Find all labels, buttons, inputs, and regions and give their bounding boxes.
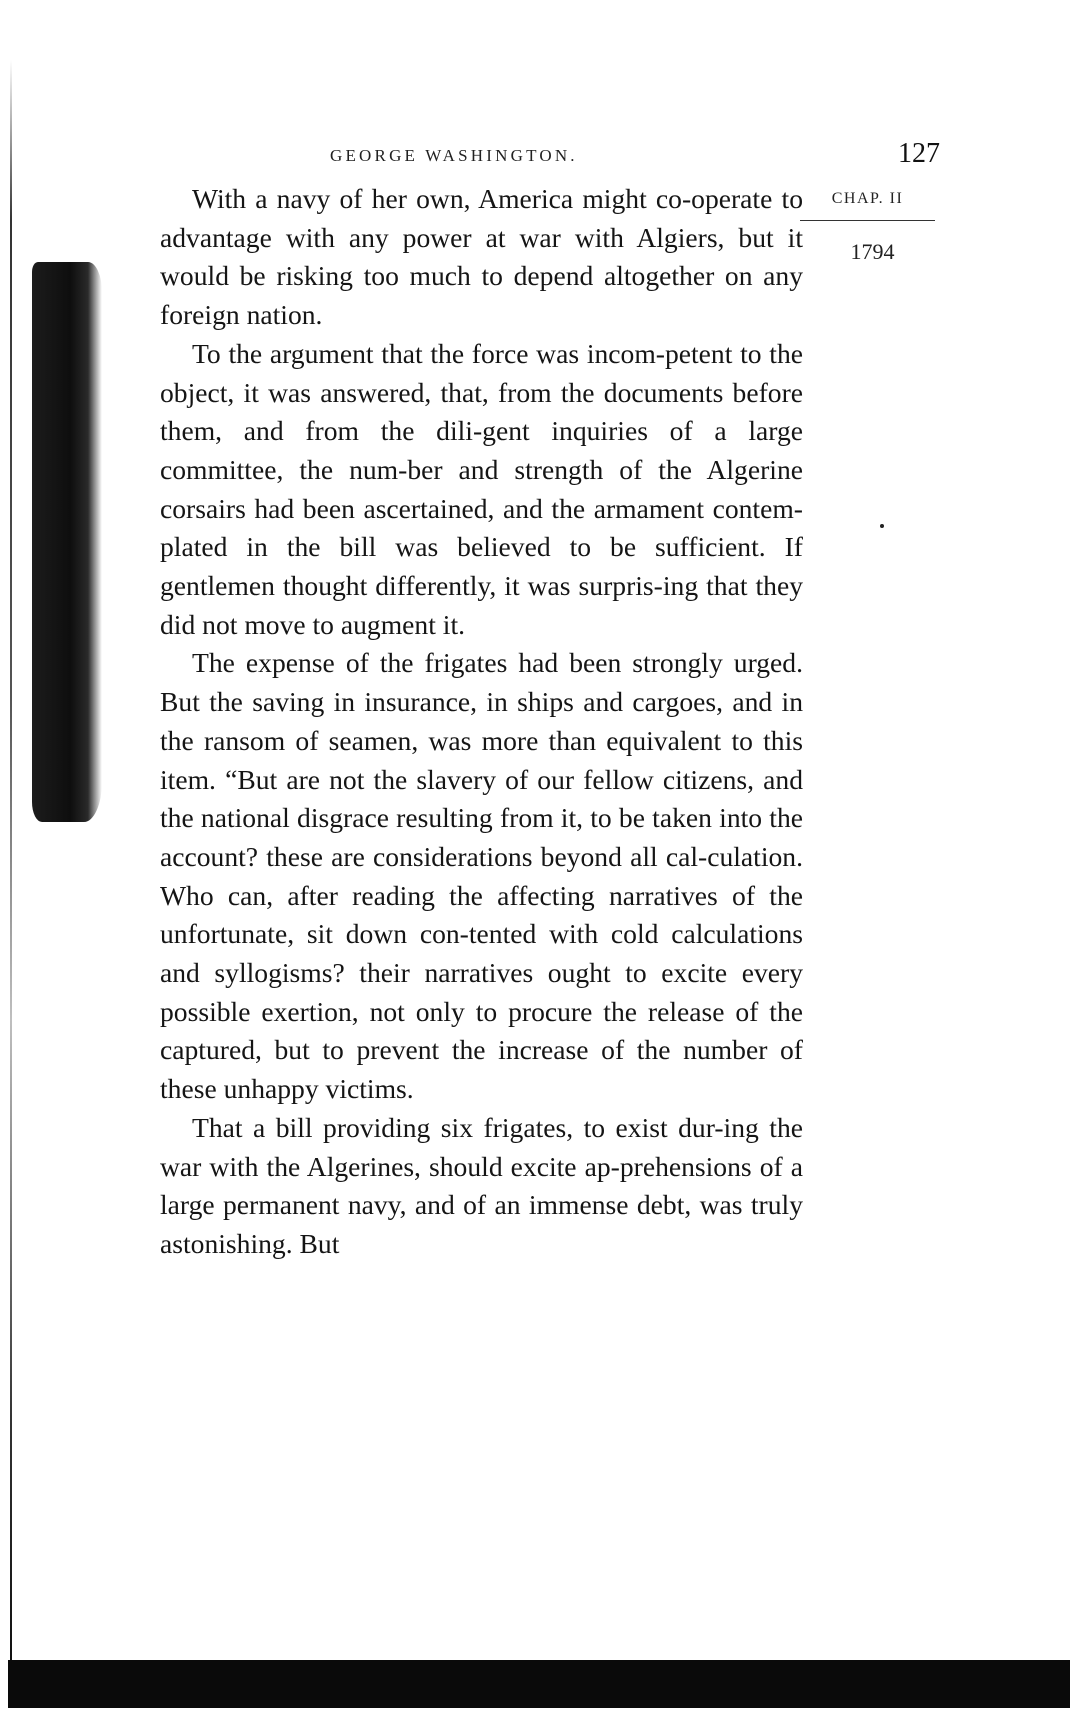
paragraph: With a navy of her own, America might co-operate to advantage with any power at war with Algiers, but it would be risking too much to depend altogether on any foreign nation.: [160, 183, 803, 331]
year-label: 1794: [850, 239, 895, 264]
binding-gutter-shadow: [32, 262, 102, 822]
body-text: [160, 180, 803, 1264]
running-title: GEORGE WASHINGTON.: [330, 146, 578, 165]
running-head: [160, 138, 940, 174]
paragraph: To the argument that the force was incom-petent to the object, it was answered, that, from the documents before them, and from the dili-gent inquiries of a large committee, the num-ber and strength of the Algerine corsairs had been ascertained, and the armament contem-plated in the bill was believed to be sufficient. If gentlemen thought differently, it was surpris-ing that they did not move to augment it.: [160, 337, 803, 640]
paragraph: That a bill providing six frigates, to exist dur-ing the war with the Algerines, should excite ap-prehensions of a large permanent navy, and of an immense debt, was truly astonishing. But: [160, 1111, 803, 1259]
scan-bottom-border: [8, 1660, 1070, 1708]
page-edge-shadow: [10, 60, 12, 1660]
margin-note: [800, 190, 935, 265]
chapter-label: CHAP. II: [800, 190, 935, 221]
page-number: 127: [898, 138, 940, 169]
paragraph: The expense of the frigates had been strongly urged. But the saving in insurance, in ships and cargoes, and in the ransom of seamen, was more than equivalent to this item. “But are not the slavery of our fellow citizens, and the national disgrace resulting from it, to be taken into the account? these are considerations beyond all cal-culation. Who can, after reading the affecting narratives of the unfortunate, sit down con-tented with cold calculations and syllogisms? their narratives ought to excite every possible exertion, not only to procure the release of the captured, but to prevent the increase of the number of these unhappy victims.: [160, 647, 803, 1105]
scan-speck: [880, 524, 884, 528]
